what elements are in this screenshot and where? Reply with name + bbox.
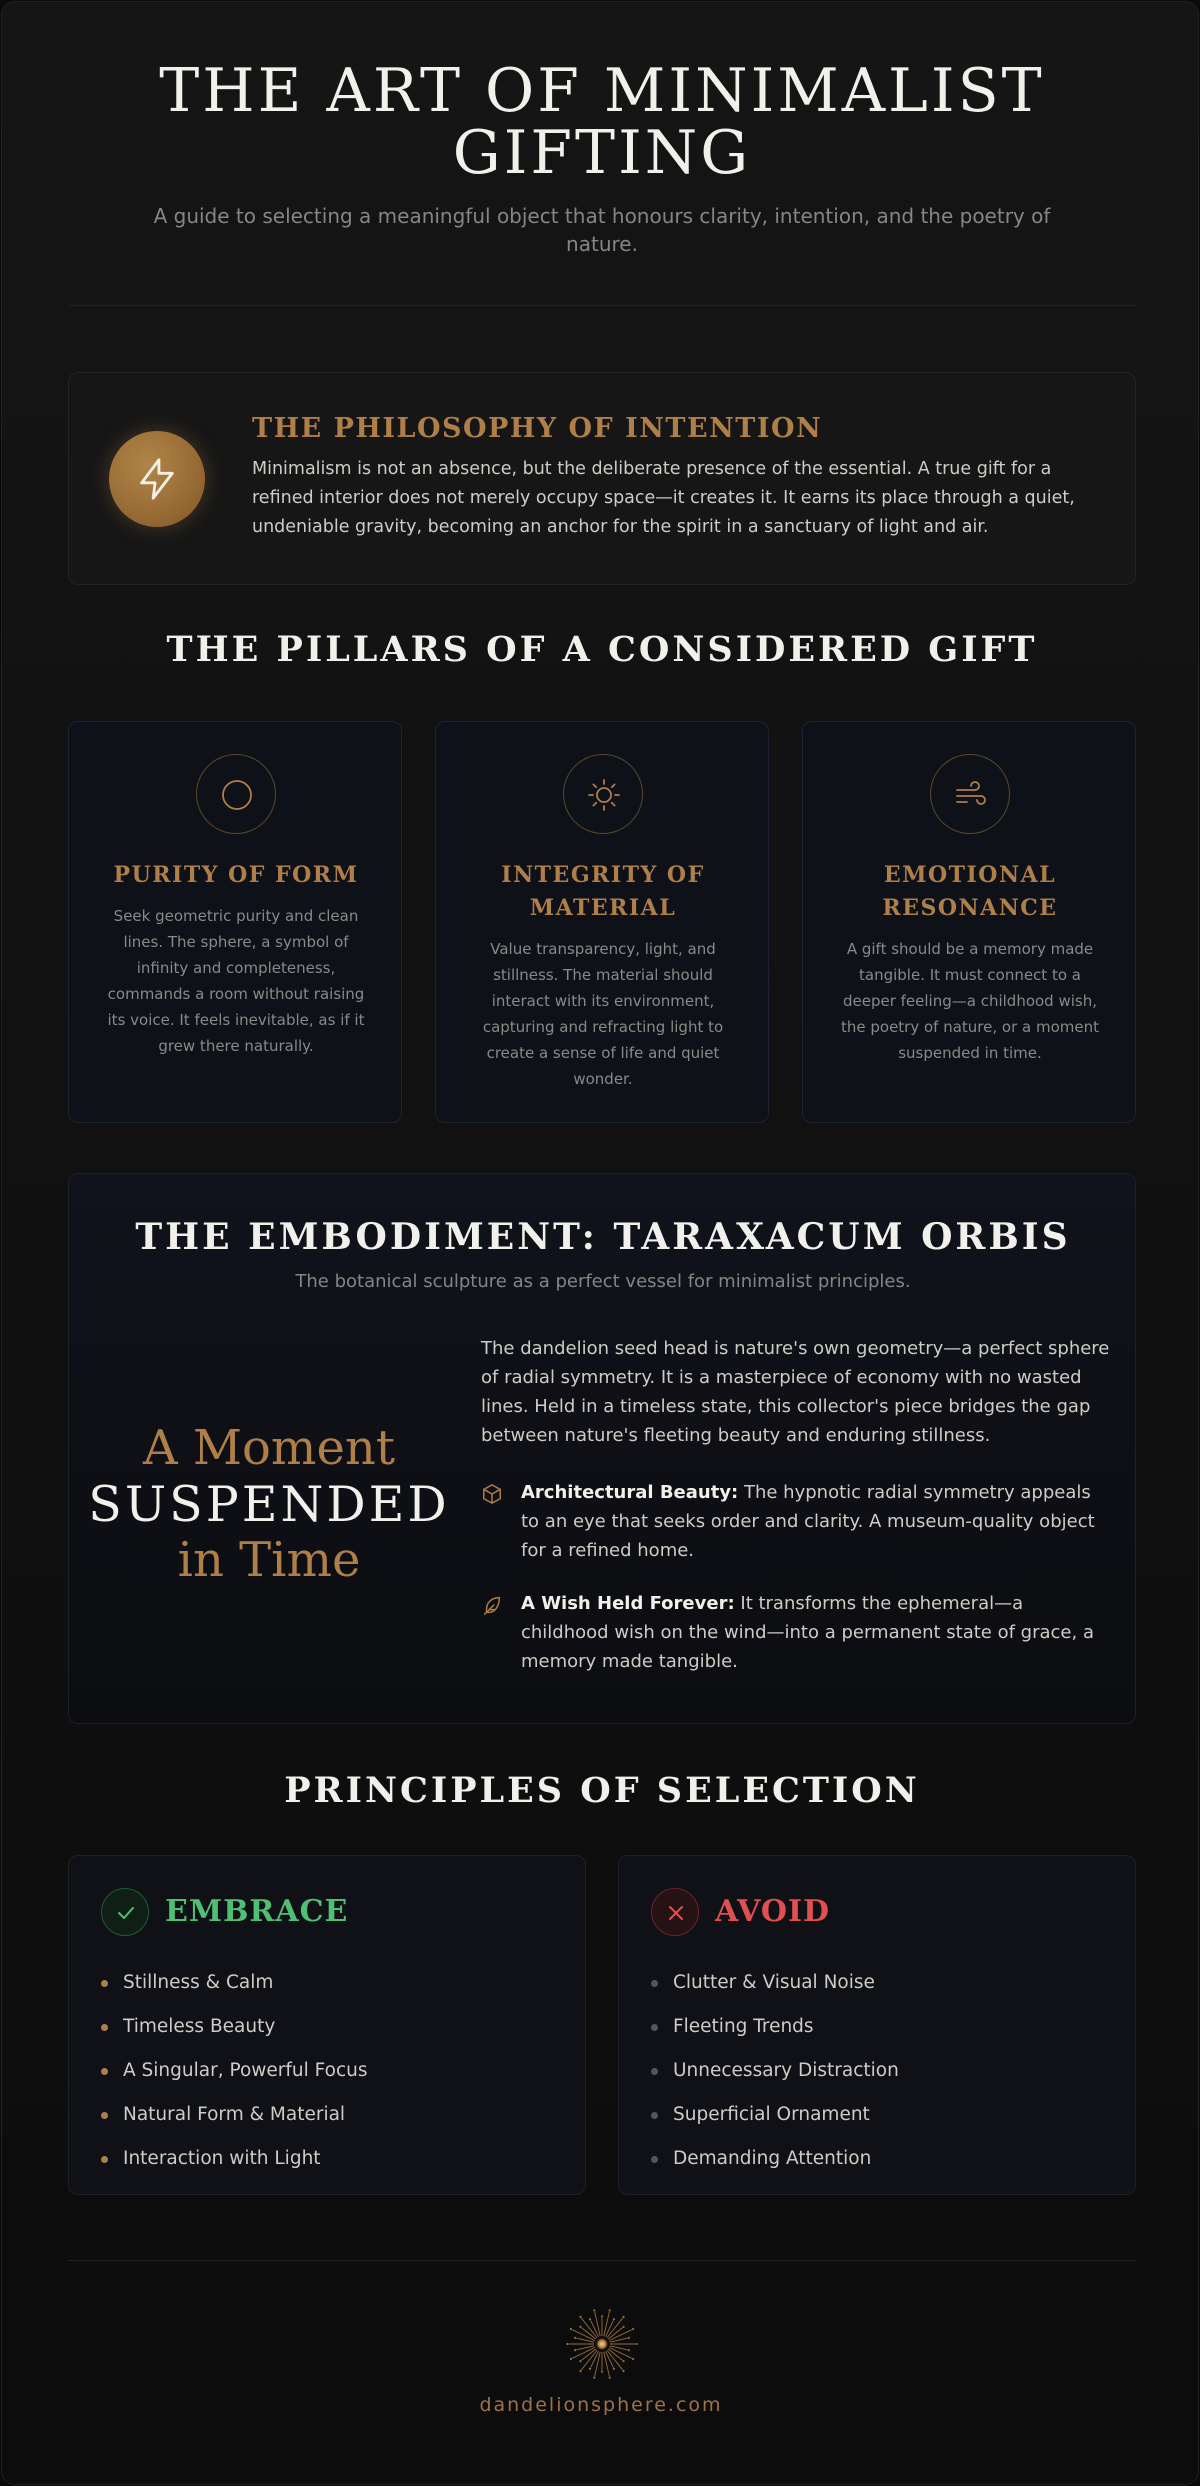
check-icon [101, 1888, 149, 1936]
feature-label: Architectural Beauty: [521, 1482, 739, 1503]
list-item: Interaction with Light [101, 2137, 367, 2181]
pillars-title: THE PILLARS OF A CONSIDERED GIFT [166, 629, 1038, 670]
feature-description: It transforms the ephemeral—a childhood wish on the wind—into a permanent state of grace, a memory made tangible. [521, 1593, 1094, 1672]
moment-line-1: A Moment [142, 1420, 396, 1476]
list-item: A Singular, Powerful Focus [101, 2049, 367, 2093]
circle-icon [196, 754, 276, 834]
principles-title: PRINCIPLES OF SELECTION [284, 1770, 920, 1811]
pillar-title: PURITY OF FORM [113, 862, 359, 888]
embodiment-card [68, 1173, 1136, 1724]
list-item: Superficial Ornament [651, 2093, 899, 2137]
feature-item [481, 1478, 1111, 1565]
page-title: THE ART OF MINIMALIST GIFTING [159, 56, 1045, 188]
feather-icon [481, 1594, 503, 1616]
list-item: Unnecessary Distraction [651, 2049, 899, 2093]
list-item: Fleeting Trends [651, 2005, 899, 2049]
page [1, 1, 1199, 2485]
philosophy-card [68, 372, 1136, 585]
pillar-body: Seek geometric purity and clean lines. The sphere, a symbol of infinity and completeness, commands a room without raising its voice. It feels inevitable, as if it grew there naturally. [107, 907, 365, 1055]
list-item: Timeless Beauty [101, 2005, 367, 2049]
list-item: Natural Form & Material [101, 2093, 367, 2137]
feature-label: A Wish Held Forever: [521, 1593, 735, 1614]
lightning-bolt-icon [109, 431, 205, 527]
feature-description: The hypnotic radial symmetry appeals to an eye that seeks order and clarity. A museum-quality object for a refined home. [521, 1482, 1095, 1561]
pillar-title: INTEGRITY OF MATERIAL [501, 862, 705, 921]
cube-icon [481, 1483, 503, 1505]
philosophy-title: THE PHILOSOPHY OF INTENTION [252, 413, 823, 444]
list-item: Demanding Attention [651, 2137, 899, 2181]
x-icon [651, 1888, 699, 1936]
divider [68, 305, 1136, 306]
feature-text [521, 1589, 1111, 1676]
pillar-title: EMOTIONAL RESONANCE [882, 862, 1058, 921]
pillar-card [435, 721, 769, 1123]
embodiment-intro: The dandelion seed head is nature's own geometry—a perfect sphere of radial symmetry. It is a masterpiece of economy with no wasted lines. Held in a timeless state, this collector's piece bridges the gap between nature's fleeting beauty and enduring stillness. [481, 1338, 1110, 1446]
footer-link[interactable]: dandelionsphere.com [479, 2394, 723, 2416]
avoid-title: AVOID [715, 1894, 831, 1929]
pillar-body: A gift should be a memory made tangible. It must connect to a deeper feeling—a childhood wish, the poetry of nature, or a moment suspended in time. [840, 940, 1099, 1062]
wind-icon [930, 754, 1010, 834]
moment-line-3: in Time [177, 1532, 361, 1588]
pillar-body: Value transparency, light, and stillness. The material should interact with its environment, capturing and refracting light to create a sense of life and quiet wonder. [482, 940, 724, 1088]
feature-item [481, 1589, 1111, 1676]
pillar-card [802, 721, 1136, 1123]
avoid-list [651, 1961, 899, 2181]
divider [68, 2260, 1136, 2261]
philosophy-body: Minimalism is not an absence, but the deliberate presence of the essential. A true gift for a refined interior does not merely occupy space—it creates it. It earns its place through a quiet, undeniable gravity, becoming an anchor for the spirit in a sanctuary of light and air. [252, 459, 1075, 537]
list-item: Stillness & Calm [101, 1961, 367, 2005]
page-subtitle: A guide to selecting a meaningful object that honours clarity, intention, and the poetry of nature. [153, 204, 1051, 256]
sun-icon [563, 754, 643, 834]
dandelion-burst-icon [566, 2308, 638, 2380]
embrace-list [101, 1961, 367, 2181]
moment-line-2: SUSPENDED [88, 1476, 450, 1533]
pillar-card [68, 721, 402, 1123]
embrace-card [68, 1855, 586, 2195]
embrace-title: EMBRACE [165, 1894, 349, 1929]
feature-text [521, 1478, 1111, 1565]
embodiment-title: THE EMBODIMENT: TARAXACUM ORBIS [135, 1216, 1071, 1258]
list-item: Clutter & Visual Noise [651, 1961, 899, 2005]
avoid-card [618, 1855, 1136, 2195]
embodiment-subtitle: The botanical sculpture as a perfect vessel for minimalist principles. [295, 1271, 911, 1292]
